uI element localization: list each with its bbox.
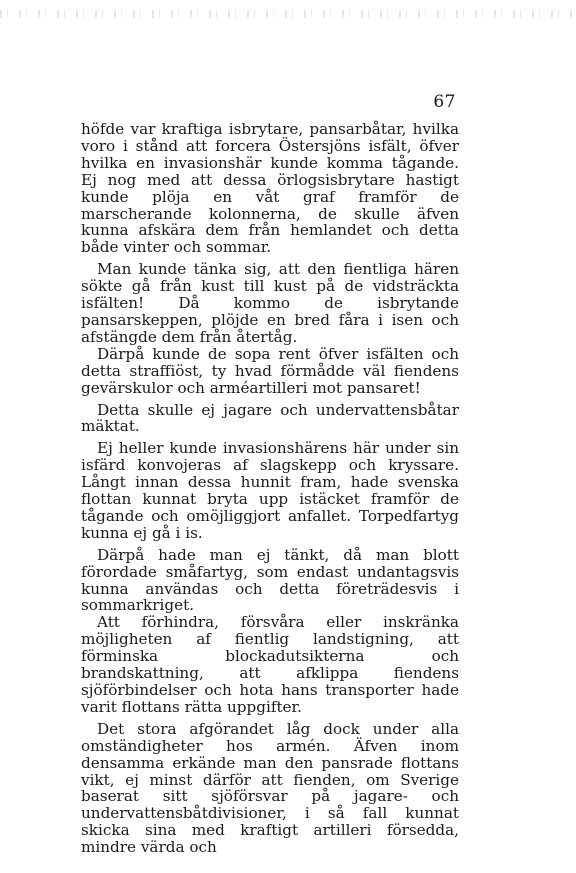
paragraph: Ej heller kunde invasionshärens här under sin isfärd konvojeras af slagskepp och kryssare. Långt innan dessa hunnit fram, hade svenska flottan kunnat bryta upp istäcket framför de tågande och omöjliggjort anfallet. Torpedfartyg kunna ej gå i is.: [81, 439, 459, 542]
paragraph: höfde var kraftiga isbrytare, pansarbåtar, hvilka voro i stånd att forcera Östersjöns isfält, öfver hvilka en invasionshär kunde komma tågande. Ej nog med att dessa örlogsisbrytare hastigt kunde plöja en våt graf framför de marscherande kolonnerna, de skulle äfven kunna afskära dem från hemlandet och detta både vinter och sommar.: [81, 120, 459, 257]
paragraph: Därpå kunde de sopa rent öfver isfälten och detta straffiöst, ty hvad förmådde väl fiendens gevärskulor och arméartilleri mot pansaret!: [81, 344, 459, 397]
paragraph: Man kunde tänka sig, att den fientliga hären sökte gå från kust till kust på de vidsträckta isfälten! Då kommo de isbrytande pansarskeppen, plöjde en bred fåra i isen och afstängde dem från återtåg.: [81, 260, 459, 346]
page-number: 67: [433, 92, 456, 112]
paragraph: Det stora afgörandet låg dock under alla omständigheter hos armén. Äfven inom densamma erkände man den pansrade flottans vikt, ej minst därför att fienden, om Sverige baserat sitt sjöförsvar på jagare- och undervattensbåtdivisioner, i så fall kunnat skicka sina med kraftigt artilleri försedda, mindre värda och: [81, 719, 459, 857]
paragraph: Därpå hade man ej tänkt, då man blott förordade småfartyg, som endast undantagsvis kunna användas och detta företrädesvis i sommarkriget.: [81, 545, 459, 615]
body-text: [81, 121, 459, 856]
scan-artifact: [0, 10, 576, 18]
paragraph: Att förhindra, försvåra eller inskränka möjligheten af fientlig landstigning, att förminska blockadutsikterna och brandskattning, att afklippa fiendens sjöförbindelser och hota hans transporter hade varit flottans rätta uppgifter.: [81, 613, 459, 716]
paragraph: Detta skulle ej jagare och undervattensbåtar mäktat.: [81, 400, 459, 436]
